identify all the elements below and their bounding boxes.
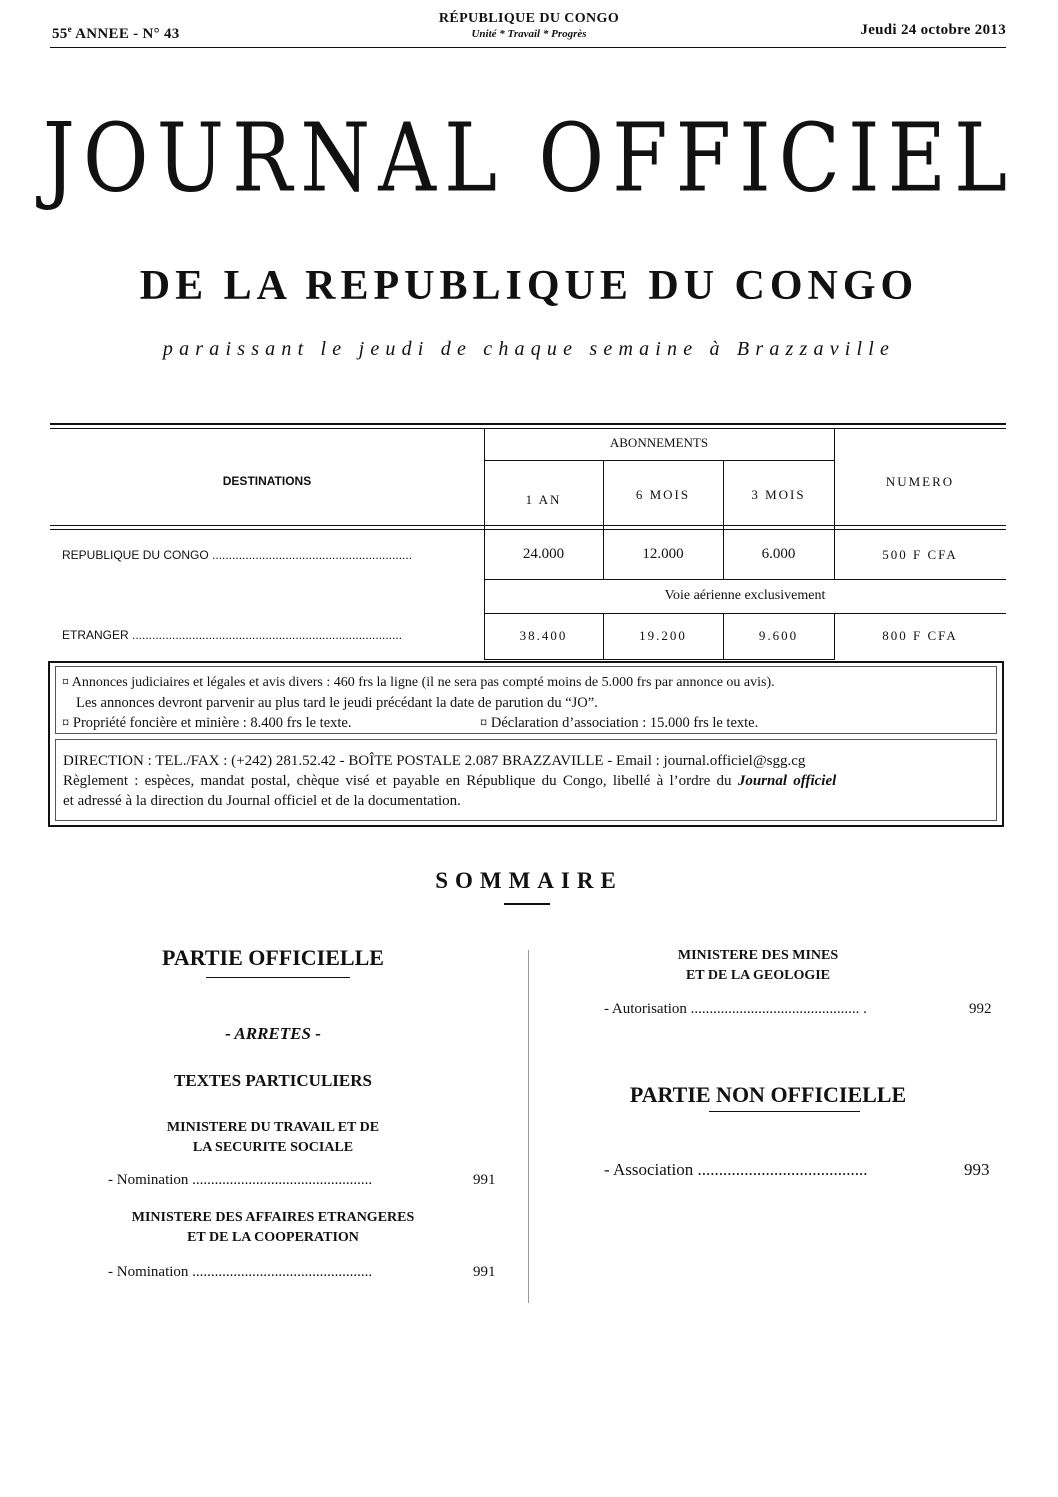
col-numero: NUMERO bbox=[885, 474, 955, 489]
col-line-1 bbox=[484, 428, 485, 660]
toc-page-991-b: 991 bbox=[473, 1264, 496, 1280]
journal-title: JOURNAL OFFICIEL bbox=[42, 103, 1016, 213]
notice-line-3b: ¤ Déclaration d’association : 15.000 frs le texte. bbox=[480, 715, 759, 731]
notice-line-2: Les annonces devront parvenir au plus tard le jeudi précédant la date de parution du “JO”. bbox=[76, 695, 598, 711]
toc-page-992: 992 bbox=[969, 1001, 992, 1017]
column-divider bbox=[528, 950, 529, 1303]
table-top-rule-thin bbox=[50, 428, 1006, 429]
journal-tagline: paraissant le jeudi de chaque semaine à Brazzaville bbox=[162, 338, 896, 360]
table-top-rule bbox=[50, 423, 1006, 425]
congo-3mois: 6.000 bbox=[761, 546, 796, 562]
ministere-affaires-etrangeres-heading: MINISTERE DES AFFAIRES ETRANGERES ET DE LA COOPERATION bbox=[131, 1210, 415, 1245]
congo-numero: 500 F CFA bbox=[882, 547, 958, 562]
direction-line-1: DIRECTION : TEL./FAX : (+242) 281.52.42 - BOÎTE POSTALE 2.087 BRAZZAVILLE - Email : journal.officiel@sgg.cg bbox=[63, 753, 806, 769]
toc-entry-label: - Autorisation ............................................. . bbox=[604, 1001, 867, 1017]
toc-entry-nomination-travail[interactable] bbox=[108, 1172, 372, 1189]
etranger-numero: 800 F CFA bbox=[882, 628, 958, 643]
country-name: RÉPUBLIQUE DU CONGO bbox=[438, 11, 620, 26]
journal-subtitle: DE LA REPUBLIQUE DU CONGO bbox=[139, 263, 919, 309]
textes-particuliers-heading: TEXTES PARTICULIERS bbox=[174, 1071, 372, 1090]
notice-line-1: ¤ Annonces judiciaires et légales et avis divers : 460 frs la ligne (il ne sera pas compté moins de 5.000 frs par annonce ou avis). bbox=[62, 675, 775, 690]
partie-non-officielle-heading: PARTIE NON OFFICIELLE bbox=[629, 1082, 907, 1107]
col-6mois: 6 MOIS bbox=[635, 487, 691, 502]
toc-entry-label: - Nomination ................................................ bbox=[108, 1172, 373, 1188]
info-box bbox=[48, 661, 1004, 827]
abonnements-rule bbox=[484, 460, 834, 461]
direction-line-3: et adressé à la direction du Journal officiel et de la documentation. bbox=[63, 793, 461, 809]
direction-box bbox=[55, 739, 997, 821]
partie-officielle-heading: PARTIE OFFICIELLE bbox=[162, 945, 384, 970]
table-header-rule-thin bbox=[50, 529, 1006, 530]
header-rule bbox=[50, 47, 1006, 48]
etranger-3mois: 9.600 bbox=[758, 628, 799, 643]
row-label-congo: REPUBLIQUE DU CONGO ............................................................ bbox=[62, 548, 413, 562]
issue-number: 55e ANNEE - N° 43 bbox=[52, 24, 180, 42]
sommaire-underline bbox=[504, 903, 550, 905]
toc-entry-nomination-affaires[interactable] bbox=[108, 1264, 372, 1281]
air-note: Voie aérienne exclusivement bbox=[664, 588, 826, 603]
row-label-etranger: ETRANGER ................................................................................. bbox=[62, 628, 403, 642]
issue-date: Jeudi 24 octobre 2013 bbox=[860, 22, 1006, 38]
col-1an: 1 AN bbox=[525, 492, 562, 507]
congo-6mois: 12.000 bbox=[642, 546, 684, 562]
table-header-rule bbox=[50, 525, 1006, 526]
journal-officiel-emphasis: Journal officiel bbox=[737, 773, 837, 789]
congo-1an: 24.000 bbox=[522, 546, 565, 562]
national-motto: Unité * Travail * Progrès bbox=[471, 28, 587, 40]
direction-line-2: Règlement : espèces, mandat postal, chèque visé et payable en République du Congo, libellé à l’ordre du Journal officiel bbox=[63, 773, 837, 789]
air-rule bbox=[484, 613, 1006, 614]
row1-rule bbox=[484, 579, 1006, 580]
destinations-header: DESTINATIONS bbox=[222, 474, 312, 488]
toc-entry-association[interactable] bbox=[604, 1160, 868, 1180]
arretes-heading: - ARRETES - bbox=[225, 1024, 321, 1043]
notices-box bbox=[55, 666, 997, 734]
col-3mois: 3 MOIS bbox=[751, 487, 806, 502]
ministere-mines-heading: MINISTERE DES MINES ET DE LA GEOLOGIE bbox=[677, 948, 839, 983]
partie-non-officielle-underline bbox=[709, 1111, 860, 1112]
toc-page-991-a: 991 bbox=[473, 1172, 496, 1188]
partie-officielle-underline bbox=[206, 977, 350, 978]
toc-entry-autorisation[interactable] bbox=[604, 1001, 867, 1018]
etranger-1an: 38.400 bbox=[519, 628, 568, 643]
sommaire-title: SOMMAIRE bbox=[435, 868, 623, 893]
notice-line-3a: ¤ Propriété foncière et minière : 8.400 frs le texte. bbox=[62, 715, 352, 731]
toc-entry-label: - Nomination ................................................ bbox=[108, 1264, 373, 1280]
toc-entry-label: - Association ........................................ bbox=[604, 1160, 868, 1179]
etranger-6mois: 19.200 bbox=[639, 628, 687, 643]
abonnements-header: ABONNEMENTS bbox=[609, 435, 709, 450]
toc-page-993: 993 bbox=[964, 1160, 990, 1179]
row2-rule bbox=[484, 659, 834, 660]
ministere-travail-heading: MINISTERE DU TRAVAIL ET DE LA SECURITE SOCIALE bbox=[166, 1120, 380, 1155]
